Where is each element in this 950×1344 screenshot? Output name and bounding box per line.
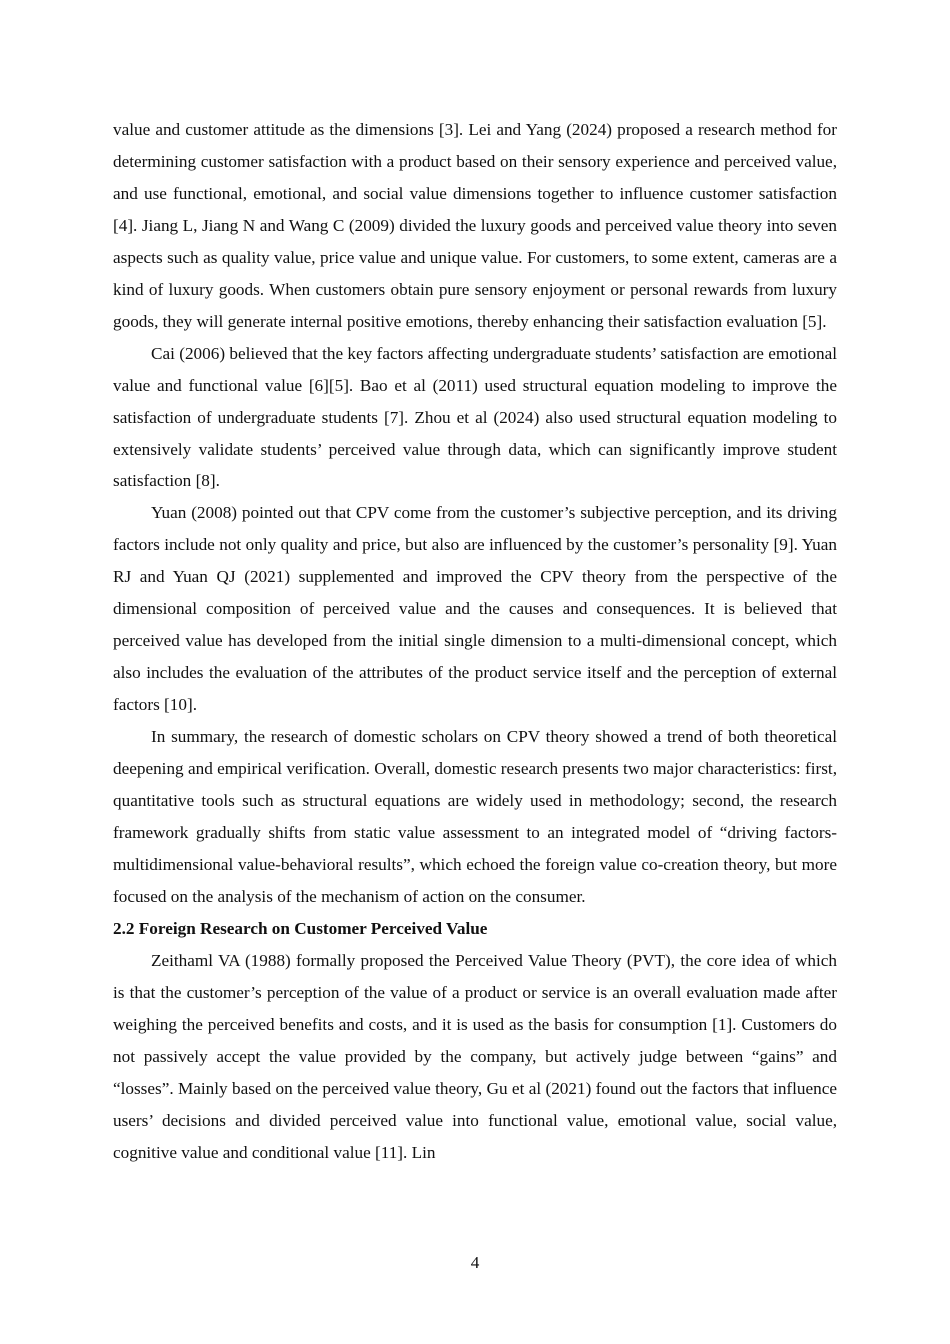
page-body xyxy=(113,114,837,1168)
body-paragraph: Zeithaml VA (1988) formally proposed the Perceived Value Theory (PVT), the core idea of which is that the customer’s perception of the value of a product or service is an overall evaluation made after weighing the perceived benefits and costs, and it is used as the basis for consumption [1]. Customers do not passively accept the value provided by the company, but actively judge between “gains” and “losses”. Mainly based on the perceived value theory, Gu et al (2021) found out the factors that influence users’ decisions and divided perceived value into functional value, emotional value, social value, cognitive value and conditional value [11]. Lin xyxy=(113,950,837,1162)
body-paragraph: Yuan (2008) pointed out that CPV come from the customer’s subjective perception, and its driving factors include not only quality and price, but also are influenced by the customer’s personality [9]. Yuan RJ and Yuan QJ (2021) supplemented and improved the CPV theory from the perspective of the dimensional composition of perceived value and the causes and consequences. It is believed that perceived value has developed from the initial single dimension to a multi-dimensional concept, which also includes the evaluation of the attributes of the product service itself and the perception of external factors [10]. xyxy=(113,503,837,715)
body-paragraph: value and customer attitude as the dimensions [3]. Lei and Yang (2024) proposed a research method for determining customer satisfaction with a product based on their sensory experience and perceived value, and use functional, emotional, and social value dimensions together to influence customer satisfaction [4]. Jiang L, Jiang N and Wang C (2009) divided the luxury goods and perceived value theory into seven aspects such as quality value, price value and unique value. For customers, to some extent, cameras are a kind of luxury goods. When customers obtain pure sensory enjoyment or personal rewards from luxury goods, they will generate internal positive emotions, thereby enhancing their satisfaction evaluation [5]. xyxy=(113,120,837,331)
body-paragraph: Cai (2006) believed that the key factors affecting undergraduate students’ satisfaction are emotional value and functional value [6][5]. Bao et al (2011) used structural equation modeling to improve the satisfaction of undergraduate students [7]. Zhou et al (2024) also used structural equation modeling to extensively validate students’ perceived value through data, which can significantly improve student satisfaction [8]. xyxy=(113,343,837,491)
section-heading: 2.2 Foreign Research on Customer Perceived Value xyxy=(113,918,488,938)
body-paragraph: In summary, the research of domestic scholars on CPV theory showed a trend of both theoretical deepening and empirical verification. Overall, domestic research presents two major characteristics: first, quantitative tools such as structural equations are widely used in methodology; second, the research framework gradually shifts from static value assessment to an integrated model of “driving factors-multidimensional value-behavioral results”, which echoed the foreign value co-creation theory, but more focused on the analysis of the mechanism of action on the consumer. xyxy=(113,727,837,906)
page-number: 4 xyxy=(470,1253,480,1272)
